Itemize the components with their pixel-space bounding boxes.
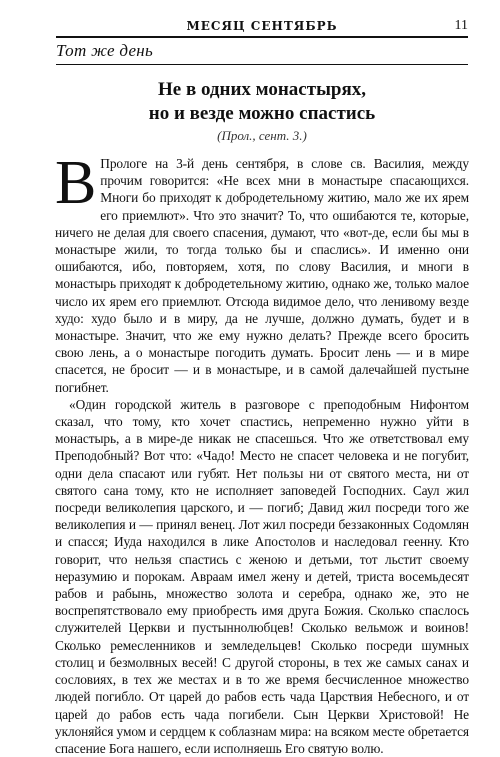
section-label: Тот же день <box>56 41 154 60</box>
article-body <box>55 149 469 757</box>
title-line-1: Не в одних монастырях, <box>157 79 367 100</box>
page-number: 11 <box>454 18 468 33</box>
source-reference: (Прол., сент. 3.) <box>217 128 307 143</box>
title-line-2: но и везде можно спастись <box>148 103 376 124</box>
paragraph-2: «Один городской житель в разговоре с преподобным Нифонтом сказал, что тому, кто хочет спастись, непременно нужно уйти в монастырь, а в мире-де никак не спасешься. Что же ответствовал ему Преподобный? Вот что: «Чадо! Место не спасет человека и не погубит, одни дела спасают или губят. Нет пользы ни от святого места, ни от святого сана тому, кто не исполняет заповедей Господних. Саул жил посреди великолепия царского, и — погиб; Давид жил посреди того же великолепия и — принял венец. Лот жил посреди беззаконных Содомлян и спасся; Иуда находился в лике Апостолов и наследовал геенну. Кто говорит, что нельзя спастись с женою и детьми, тот льстит своему неразумию и порокам. Авраам имел жену и детей, триста восемьдесят рабов и рабынь, множество золота и серебра, однако же, это не воспрепятствовало ему приобресть имя друга Божия. Сколько спаслось служителей Церкви и пустыннолюбцев! Сколько вельмож и воинов! Сколько ремесленников и земледельцев! Сколько посреди шумных столиц и безмолвных весей! С другой стороны, в тех же самых санах и сословиях, в тех же местах и в то же время бесчисленное множество людей погибло. От царей до рабов есть чада Царствия Небесного, и от царей до рабов есть чада погибели. Сын Церкви Христовой! Не уклоняйся умом и сердцем к соблазнам мира: на всяком месте обретается спасение Бога нашего, если исполняешь Его святую волю. <box>55 396 469 756</box>
running-header <box>56 17 468 39</box>
drop-cap: В <box>55 149 97 217</box>
article-title <box>56 78 468 126</box>
paragraph-1 <box>55 149 469 396</box>
header-rule <box>56 36 468 38</box>
running-title: МЕСЯЦ СЕНТЯБРЬ <box>186 19 338 33</box>
section-rule <box>56 64 468 65</box>
paragraph-1-text: Прологе на 3-й день сентября, в слове св. Василия, между прочим говорится: «Не всех мни в монастыре спасающихся. Многи бо приходят к добродетельному житию, мало же их ярем его приемлют». Что это значит? То, что ошибаются те, которые, ничего не делая для своего спасения, думают, что «вот-де, если бы мы в монастыре жили, то тогда только бы и спаслись». И именно они ошибаются, ибо, повторяем, хотя, по слову Василия, и многи в монастырь приходят к добродетельному житию, однако же, только малое число их ярем его приемлют. Отсюда видимое дело, что ленивому везде худо: худо было и в миру, да не лучше, должно думать, будет и в монастыре. Значит, что же ему нужно делать? Прежде всего бросить свою лень, а о монастыре погодить думать. Бросит лень — и в мире спасется, не бросит — и в монастыре, и в самой далечайшей пустыне погибнет. <box>55 156 469 395</box>
